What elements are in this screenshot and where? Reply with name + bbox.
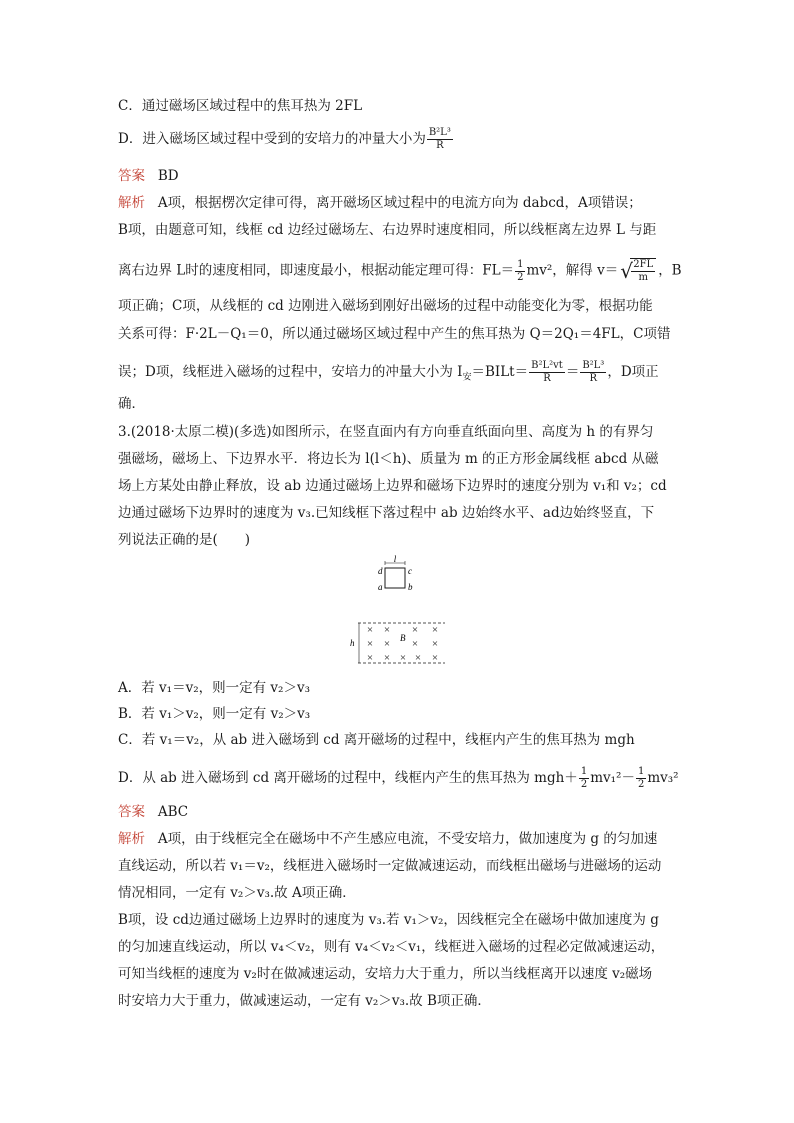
option-d [118, 127, 454, 152]
explanation-2-line-4: B项，设 cd边通过磁场上边界时的速度为 v₃.若 v₁＞v₂，因线框完全在磁场中做加速度为 g [118, 912, 659, 928]
field-cross: × [431, 638, 439, 650]
fraction [515, 259, 525, 284]
explanation-2-line-2: 直线运动，所以若 v₁＝v₂，线框进入磁场时一定做减速运动，而线框出磁场与进磁场的运动 [118, 858, 662, 874]
label-b: b [408, 582, 413, 592]
text: ，B [658, 262, 682, 279]
explanation-2-line-1 [118, 829, 657, 849]
answer-label: 答案 [118, 168, 145, 184]
label-d: d [378, 566, 383, 576]
denominator: R [436, 140, 444, 151]
text: mv₁²－ [590, 770, 635, 786]
explanation-1-line-2: B项，由题意可知，线框 cd 边经过磁场左、右边界时速度相同，所以线框离左边界 L 与距 [118, 222, 657, 238]
question-3-line-2: 强磁场，磁场上、下边界水平．将边长为 l(l＜h)、质量为 m 的正方形金属线框 abcd 从磁 [118, 451, 659, 467]
text: 误；D项，线框进入磁场的过程中，安培力的冲量大小为 I [118, 364, 463, 380]
label-B: B [400, 633, 406, 643]
question-3-option-d [118, 766, 679, 791]
text: mv₃² [647, 770, 679, 786]
explanation-1-line-5: 关系可得：F·2L－Q₁＝0，所以通过磁场区域过程中产生的焦耳热为 Q＝2Q₁＝4FL，C项错 [118, 326, 671, 342]
text: A项，根据楞次定律可得，离开磁场区域过程中的电流方向为 dabcd，A项错误； [157, 195, 642, 211]
text: ＝BILt＝ [471, 364, 529, 380]
answer-label: 答案 [118, 804, 145, 820]
explanation-1-line-1 [118, 193, 642, 213]
explanation-label: 解析 [118, 195, 145, 211]
fraction [427, 127, 453, 152]
question-3-option-a: A．若 v₁＝v₂，则一定有 v₂＞v₃ [118, 680, 310, 696]
numerator: 1 [517, 258, 524, 270]
label-c: c [408, 566, 412, 576]
text: mv²，解得 v＝ [526, 262, 619, 279]
denominator: R [543, 373, 551, 384]
text: A项，由于线框完全在磁场中不产生感应电流，不受安培力，做加速度为 g 的匀加速 [157, 831, 658, 847]
text: ，D项正 [607, 364, 659, 380]
answer-2 [118, 802, 188, 822]
field-cross: × [431, 652, 439, 664]
fraction [579, 766, 589, 791]
text: ＝ [565, 364, 580, 380]
field-cross: × [411, 638, 419, 650]
fraction [529, 360, 565, 385]
explanation-1-line-4: 项正确；C项，从线框的 cd 边刚进入磁场到刚好出磁场的过程中动能变化为零，根据功能 [118, 298, 653, 314]
numerator: B²L³ [428, 127, 451, 138]
field-cross: × [366, 652, 374, 664]
numerator: B²L²vt [531, 360, 563, 371]
answer-value: BD [157, 168, 179, 184]
label-a: a [378, 582, 383, 592]
fraction [636, 766, 646, 791]
field-cross: × [414, 652, 422, 664]
explanation-2-line-5: 的匀加速直线运动，所以 v₄＜v₂，则有 v₄＜v₂＜v₁，线框进入磁场的过程必定做减速运动， [118, 939, 665, 955]
field-cross: × [411, 624, 419, 636]
question-3-line-5: 列说法正确的是( ) [118, 532, 251, 548]
radical-sign: √ [620, 259, 633, 283]
explanation-2-line-7: 时安培力大于重力，做减速运动，一定有 v₂＞v₃.故 B项正确． [118, 993, 491, 1009]
field-cross: × [399, 652, 407, 664]
numerator: B²L³ [582, 360, 605, 371]
denominator: 2 [637, 779, 645, 790]
denominator: R [589, 373, 598, 384]
explanation-1-line-3 [118, 258, 682, 284]
option-c: C．通过磁场区域过程中的焦耳热为 2FL [118, 98, 363, 114]
explanation-label: 解析 [118, 831, 145, 847]
explanation-2-line-6: 可知当线框的速度为 v₂时在做减速运动，安培力大于重力，所以当线框离开以速度 v₂磁场 [118, 966, 653, 982]
field-cross: × [366, 638, 374, 650]
fraction [580, 360, 606, 385]
answer-1 [118, 166, 179, 186]
subscript: 安 [462, 372, 472, 383]
denominator: 2 [517, 271, 524, 283]
explanation-1-line-7: 确． [118, 396, 145, 412]
field-cross: × [383, 652, 391, 664]
question-3-line-1: 3.(2018·太原二模)(多选)如图所示，在竖直面内有方向垂直纸面向里、高度为 h 的有界匀 [118, 424, 654, 440]
field-cross: × [431, 624, 439, 636]
answer-value: ABC [157, 804, 189, 820]
fraction [631, 259, 655, 284]
denominator: 2 [580, 779, 588, 790]
label-l: l [393, 555, 397, 564]
label-h: h [350, 638, 355, 648]
magnetic-field-figure [340, 555, 455, 670]
numerator: 2FL [633, 259, 654, 270]
question-3-line-3: 场上方某处由静止释放，设 ab 边通过磁场上边界和磁场下边界时的速度分别为 v₁和 v₂；cd [118, 478, 667, 494]
question-3-line-4: 边通过磁场下边界时的速度为 v₃.已知线框下落过程中 ab 边始终水平、ad边始终竖直，下 [118, 505, 655, 521]
numerator: 1 [580, 766, 588, 777]
denominator: m [638, 272, 648, 283]
wire-frame [385, 568, 405, 588]
question-3-option-c: C．若 v₁＝v₂，从 ab 进入磁场到 cd 离开磁场的过程中，线框内产生的焦耳热为 mgh [118, 732, 635, 748]
explanation-2-line-3: 情况相同，一定有 v₂＞v₃.故 A项正确． [118, 885, 356, 901]
text: 离右边界 L时的速度相同，即速度最小，根据动能定理可得：FL＝ [118, 262, 515, 279]
question-3-option-b: B．若 v₁＞v₂，则一定有 v₂＞v₃ [118, 706, 311, 722]
text: D．从 ab 进入磁场到 cd 离开磁场的过程中，线框内产生的焦耳热为 mgh＋ [118, 770, 578, 786]
explanation-1-line-6 [118, 360, 659, 388]
square-root [620, 258, 656, 284]
option-d-text: D．进入磁场区域过程中受到的安培力的冲量大小为 [118, 131, 426, 147]
field-cross: × [383, 638, 391, 650]
field-cross: × [383, 624, 391, 636]
numerator: 1 [637, 766, 645, 777]
field-cross: × [366, 624, 374, 636]
